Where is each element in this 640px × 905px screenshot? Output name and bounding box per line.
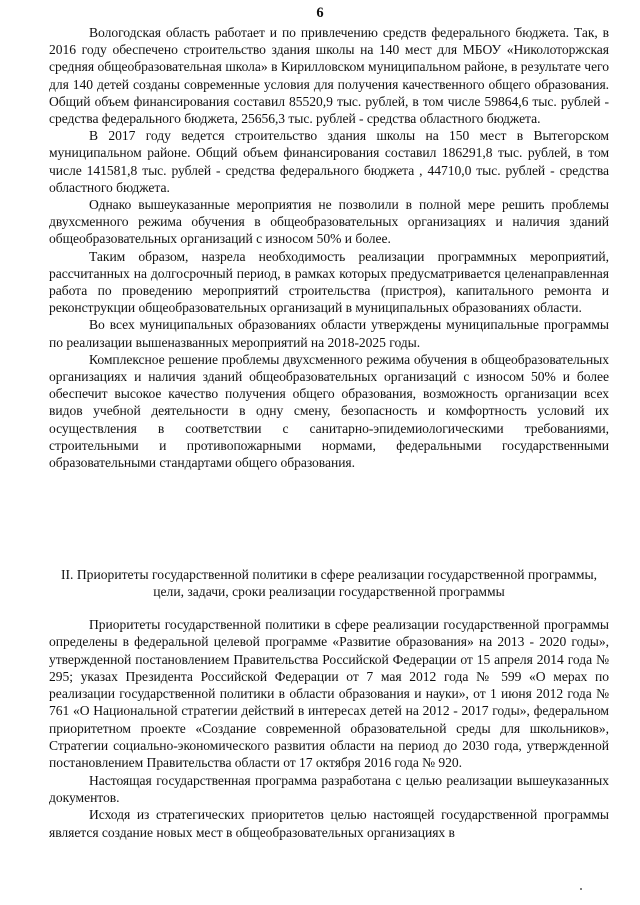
body-text-priorities [49,616,609,841]
scan-dot [580,888,582,890]
body-text-intro [49,24,609,471]
paragraph-policy-priorities: Приоритеты государственной политики в сфере реализации государственной программы определены в федеральной целевой программе «Развитие образования» на 2013 - 2020 годы», утвержденной постановлением Правительства Российской Федерации от 15 апреля 2014 года № 295; указах Президента Российской Федерации от 7 мая 2012 года № 599 «О мерах по реализации государственной политики в области образования и науки», от 1 июня 2012 года № 761 «О Национальной стратегии действий в интересах детей на 2012 - 2017 годы», федеральном приоритетном проекте «Создание современной образовательной среды для школьников», Стратегии социально-экономического развития области на период до 2030 года, утвержденной постановлением Правительства области от 17 октября 2016 года № 920. [49,617,609,771]
paragraph-two-shift-problem: Однако вышеуказанные мероприятия не позволили в полной мере решить проблемы двухсменного режима обучения в общеобразовательных организациях и наличия зданий общеобразовательных организаций с износом 50% и более. [49,197,609,247]
page-number: 6 [316,5,324,21]
paragraph-complex-solution: Комплексное решение проблемы двухсменного режима обучения в общеобразовательных организациях и наличия зданий общеобразовательных организаций с износом 50% и более обеспечит высокое качество получения общего образования, возможность организации всех видов учебной деятельности в одну смену, безопасность и комфортность условий их осуществления в соответствии с санитарно-эпидемиологическими требованиями, строительными и противопожарными нормами, федеральными государственными образовательными стандартами общего образования. [49,351,609,471]
paragraph-municipal-programs: Во всех муниципальных образованиях области утверждены муниципальные программы по реализации вышеназванных мероприятий на 2018-2025 годы. [49,317,609,350]
paragraph-vytegra-school: В 2017 году ведется строительство здания школы на 150 мест в Вытегорском муниципальном районе. Общий объем финансирования составил 186291,8 тыс. рублей, в том числе 141581,8 тыс. рублей - средства федерального бюджета , 44710,0 тыс. рублей - средства областного бюджета. [49,128,609,195]
section-heading: II. Приоритеты государственной политики в сфере реализации государственной программы, цели, задачи, сроки реализации государственной программы [61,567,597,600]
paragraph-federal-funding: Вологодская область работает и по привлечению средств федерального бюджета. Так, в 2016 году обеспечено строительство здания школы на 140 мест для МБОУ «Николоторжская средняя общеобразовательная школа» в Кирилловском муниципальном районе, в результате чего для 140 детей созданы современные условия для получения качественного общего образования. Общий объем финансирования составил 85520,9 тыс. рублей, в том числе 59864,6 тыс. рублей - средства федерального бюджета, 25656,3 тыс. рублей - средства областного бюджета. [49,25,609,127]
paragraph-program-goal: Исходя из стратегических приоритетов целью настоящей государственной программы является создание новых мест в общеобразовательных организациях в [49,807,609,840]
paragraph-program-necessity: Таким образом, назрела необходимость реализации программных мероприятий, рассчитанных на долгосрочный период, в рамках которых предусматривается целенаправленная работа по проведению мероприятий строительства (пристроя), капитального ремонта и реконструкции общеобразовательных организаций в муниципальных образованиях области. [49,248,609,316]
paragraph-program-purpose: Настоящая государственная программа разработана с целью реализации вышеуказанных документов. [49,772,609,805]
